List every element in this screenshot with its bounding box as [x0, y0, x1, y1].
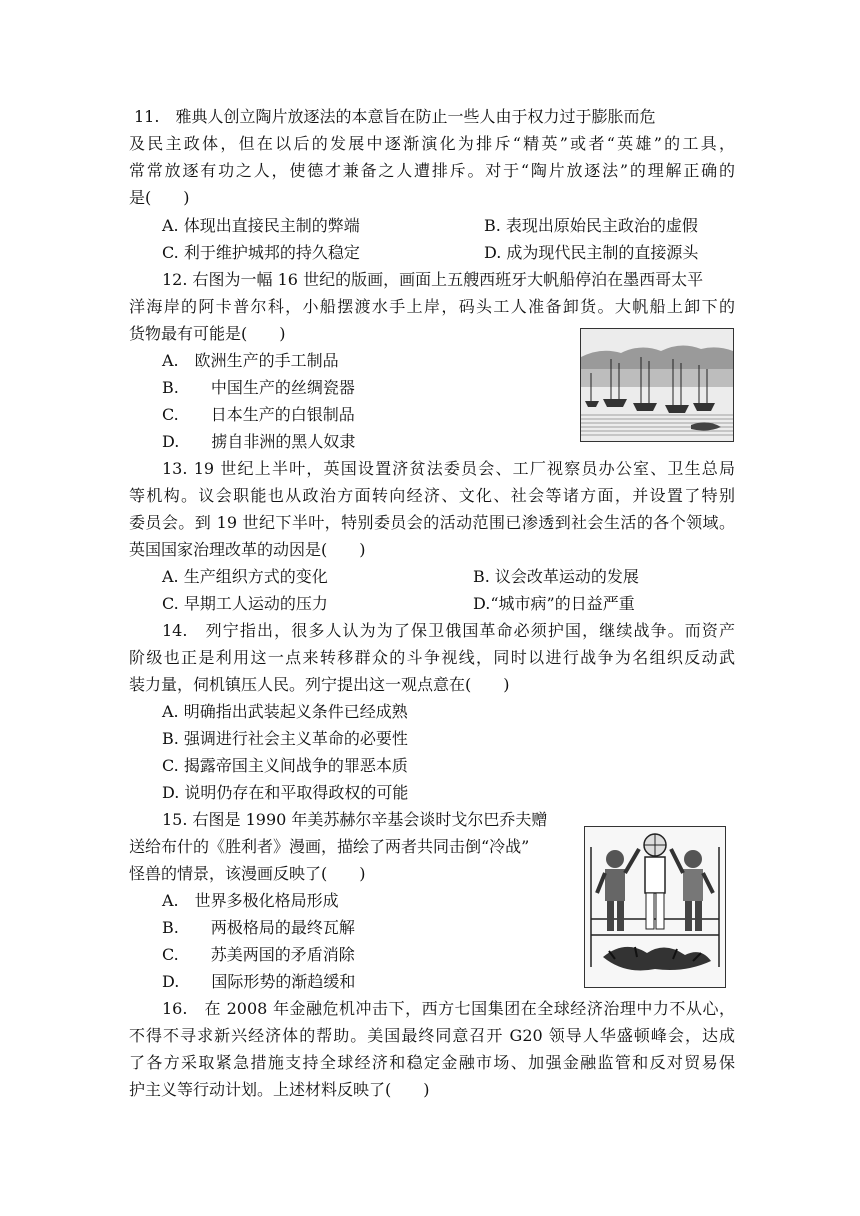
q11-option-b[interactable]: B. 表现出原始民主政治的虚假	[484, 216, 698, 235]
q13-option-a[interactable]: A. 生产组织方式的变化	[162, 567, 328, 586]
q12-line-3: 货物最有可能是( )	[129, 324, 286, 343]
q14-line-2: 阶级也正是利用这一点来转移群众的斗争视线，同时以进行战争为名组织反动武	[129, 648, 735, 667]
q14-option-c[interactable]: C. 揭露帝国主义间战争的罪恶本质	[162, 756, 408, 775]
q15-option-c[interactable]: C. 苏美两国的矛盾消除	[162, 945, 355, 964]
q16-line-3: 了各方采取紧急措施支持全球经济和稳定金融市场、加强金融监管和反对贸易保	[129, 1053, 735, 1072]
q11-option-d[interactable]: D. 成为现代民主制的直接源头	[484, 243, 699, 262]
q13-option-b[interactable]: B. 议会改革运动的发展	[473, 567, 639, 586]
q12-option-d[interactable]: D. 掳自非洲的黑人奴隶	[162, 432, 356, 451]
q15-option-b[interactable]: B. 两极格局的最终瓦解	[162, 918, 355, 937]
q11-line-1: 11. 雅典人创立陶片放逐法的本意旨在防止一些人由于权力过于膨胀而危	[134, 107, 656, 126]
q12-option-c[interactable]: C. 日本生产的白银制品	[162, 405, 355, 424]
q12-option-b[interactable]: B. 中国生产的丝绸瓷器	[162, 378, 355, 397]
q13-option-c[interactable]: C. 早期工人运动的压力	[162, 594, 328, 613]
q14-option-a[interactable]: A. 明确指出武装起义条件已经成熟	[162, 702, 408, 721]
boxing-cartoon-drawing	[585, 827, 725, 987]
galleon-engraving-image	[580, 328, 734, 442]
q15-option-a[interactable]: A. 世界多极化格局形成	[162, 891, 339, 910]
q13-line-4: 英国国家治理改革的动因是( )	[129, 540, 366, 559]
q16-line-4: 护主义等行动计划。上述材料反映了( )	[129, 1080, 430, 1099]
q14-line-3: 装力量，伺机镇压人民。列宁提出这一观点意在( )	[129, 675, 510, 694]
q15-line-1: 15. 右图是 1990 年美苏赫尔辛基会谈时戈尔巴乔夫赠	[162, 810, 548, 829]
q13-option-d[interactable]: D.“城市病”的日益严重	[473, 594, 635, 613]
q11-line-3: 常常放逐有功之人，使德才兼备之人遭排斥。对于“陶片放逐法”的理解正确的	[129, 161, 735, 180]
q11-option-c[interactable]: C. 利于维护城邦的持久稳定	[162, 243, 360, 262]
q15-line-3: 怪兽的情景，该漫画反映了( )	[129, 864, 366, 883]
q14-line-1: 14. 列宁指出，很多人认为为了保卫俄国革命必须护国，继续战争。而资产	[162, 621, 735, 640]
q15-line-2: 送给布什的《胜利者》漫画，描绘了两者共同击倒“冷战”	[129, 837, 530, 856]
q16-line-2: 不得不寻求新兴经济体的帮助。美国最终同意召开 G20 领导人华盛顿峰会，达成	[129, 1026, 735, 1045]
q12-line-2: 洋海岸的阿卡普尔科，小船摆渡水手上岸，码头工人准备卸货。大帆船上卸下的	[129, 297, 735, 316]
galleon-engraving-drawing	[581, 329, 733, 441]
q14-option-d[interactable]: D. 说明仍存在和平取得政权的可能	[162, 783, 409, 802]
q14-option-b[interactable]: B. 强调进行社会主义革命的必要性	[162, 729, 408, 748]
q13-line-3: 委员会。到 19 世纪下半叶，特别委员会的活动范围已渗透到社会生活的各个领域。	[129, 513, 735, 532]
boxing-cartoon-image	[584, 826, 726, 988]
q13-line-2: 等机构。议会职能也从政治方面转向经济、文化、社会等诸方面，并设置了特别	[129, 486, 735, 505]
q16-line-1: 16. 在 2008 年金融危机冲击下，西方七国集团在全球经济治理中力不从心，	[162, 999, 735, 1018]
q13-line-1: 13. 19 世纪上半叶，英国设置济贫法委员会、工厂视察员办公室、卫生总局	[162, 459, 735, 478]
q12-option-a[interactable]: A. 欧洲生产的手工制品	[162, 351, 339, 370]
q11-line-4: 是( )	[129, 188, 190, 207]
q15-option-d[interactable]: D. 国际形势的渐趋缓和	[162, 972, 356, 991]
q11-option-a[interactable]: A. 体现出直接民主制的弊端	[162, 216, 360, 235]
q11-line-2: 及民主政体，但在以后的发展中逐渐演化为排斥“精英”或者“英雄”的工具，	[129, 134, 735, 153]
q12-line-1: 12. 右图为一幅 16 世纪的版画，画面上五艘西班牙大帆船停泊在墨西哥太平	[162, 270, 704, 289]
